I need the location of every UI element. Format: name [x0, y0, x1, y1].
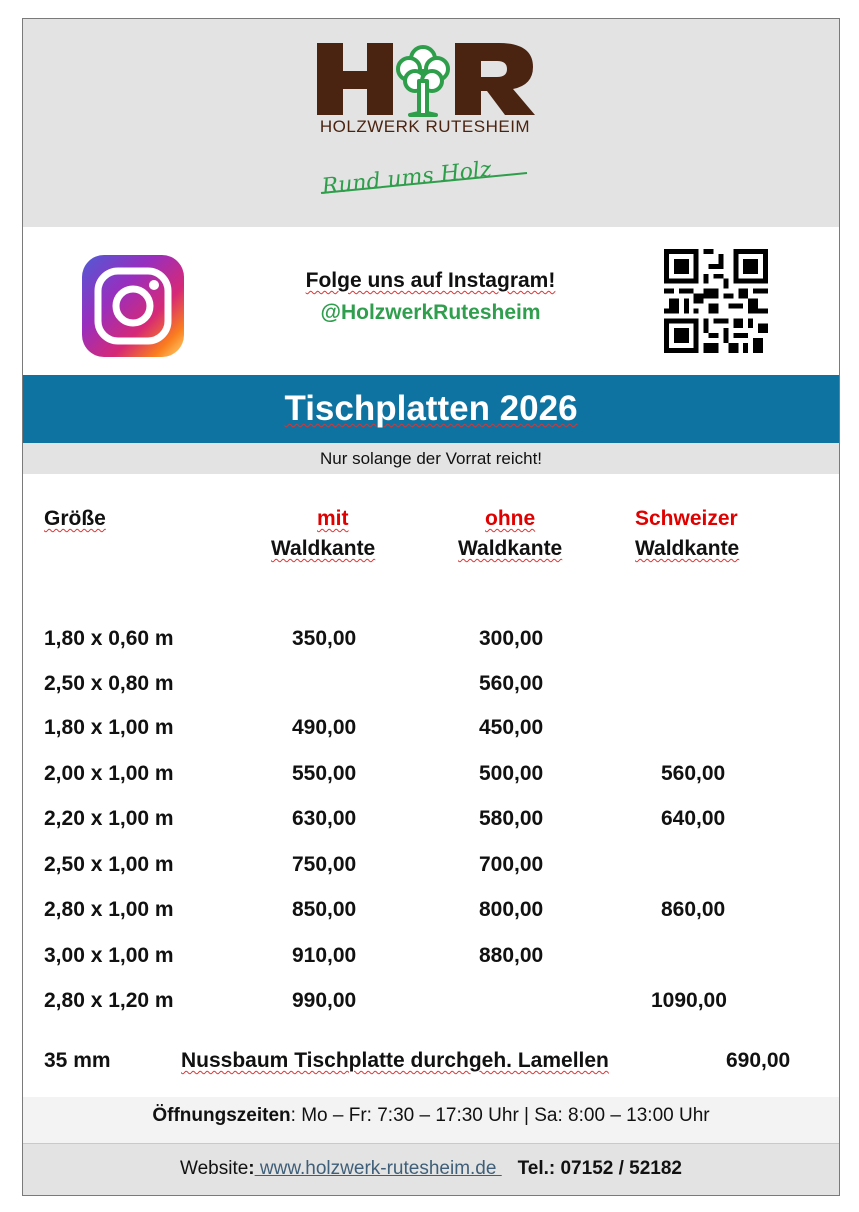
- cell-size: 2,00 x 1,00 m: [44, 762, 174, 785]
- special-thickness: 35 mm: [44, 1049, 111, 1072]
- opening-hours-band: [23, 1097, 839, 1143]
- website-colon: :: [248, 1158, 255, 1179]
- title-band: [23, 375, 839, 443]
- hr-tree-logo-icon: [315, 41, 535, 117]
- cell-mit: 350,00: [292, 627, 357, 650]
- cell-size: 2,50 x 1,00 m: [44, 853, 174, 876]
- table-row: [23, 944, 839, 974]
- cell-schweizer: 640,00: [661, 807, 726, 830]
- cell-size: 1,80 x 1,00 m: [44, 716, 174, 739]
- title-text: Tischplatten 2026: [284, 389, 578, 428]
- instagram-handle[interactable]: @HolzwerkRutesheim: [320, 301, 541, 324]
- table-row: [23, 762, 839, 792]
- header-size: Größe: [44, 507, 106, 530]
- header-mit-bottom: Waldkante: [271, 537, 376, 560]
- cell-size: 2,80 x 1,20 m: [44, 989, 174, 1012]
- cell-ohne: 300,00: [479, 627, 544, 650]
- header-ohne-bottom: Waldkante: [458, 537, 563, 560]
- subtitle-band: [23, 443, 839, 474]
- table-row: [23, 898, 839, 928]
- cell-ohne: 560,00: [479, 672, 544, 695]
- contact-line: [23, 1150, 839, 1188]
- cell-ohne: 700,00: [479, 853, 544, 876]
- header-schweizer-top: Schweizer: [635, 507, 738, 530]
- table-row: [23, 627, 839, 657]
- cell-ohne: 500,00: [479, 762, 544, 785]
- website-label: Website: [180, 1158, 249, 1179]
- cell-size: 2,80 x 1,00 m: [44, 898, 174, 921]
- instagram-icon[interactable]: [82, 255, 184, 357]
- price-list-page: [22, 18, 840, 1196]
- qr-code-icon[interactable]: [664, 249, 768, 353]
- opening-hours: [23, 1097, 839, 1135]
- header-schweizer-bottom: Waldkante: [635, 537, 740, 560]
- header-ohne-top: ohne: [485, 507, 536, 530]
- cell-size: 2,20 x 1,00 m: [44, 807, 174, 830]
- subtitle: Nur solange der Vorrat reicht!: [319, 449, 543, 468]
- company-logo: [315, 41, 535, 201]
- opening-hours-label: Öffnungszeiten: [152, 1105, 291, 1126]
- table-row: [23, 716, 839, 746]
- opening-hours-text: : Mo – Fr: 7:30 – 17:30 Uhr | Sa: 8:00 – 13:00 Uhr: [290, 1105, 710, 1126]
- table-row: [23, 853, 839, 883]
- website-link[interactable]: www.holzwerk-rutesheim.de: [254, 1158, 502, 1179]
- header-mit-top: mit: [317, 507, 349, 530]
- table-row: [23, 672, 839, 702]
- company-name: HOLZWERK RUTESHEIM: [319, 117, 531, 136]
- slogan: [315, 143, 535, 203]
- special-offer-row: [23, 1049, 839, 1079]
- cell-mit: 990,00: [292, 989, 357, 1012]
- cell-schweizer: 560,00: [661, 762, 726, 785]
- table-row: [23, 807, 839, 837]
- cell-mit: 550,00: [292, 762, 357, 785]
- cell-schweizer: 860,00: [661, 898, 726, 921]
- special-description: Nussbaum Tischplatte durchgeh. Lamellen: [181, 1049, 609, 1072]
- slogan-text: Rund ums Holz: [320, 157, 493, 200]
- cell-size: 3,00 x 1,00 m: [44, 944, 174, 967]
- cell-schweizer: 1090,00: [651, 989, 727, 1012]
- cell-ohne: 880,00: [479, 944, 544, 967]
- contact-band: [23, 1143, 839, 1196]
- instagram-follow-text: [233, 269, 628, 293]
- cell-mit: 850,00: [292, 898, 357, 921]
- special-price: 690,00: [726, 1049, 791, 1072]
- cell-ohne: 800,00: [479, 898, 544, 921]
- cell-ohne: 450,00: [479, 716, 544, 739]
- cell-size: 1,80 x 0,60 m: [44, 627, 174, 650]
- logo-band: [23, 19, 839, 227]
- cell-size: 2,50 x 0,80 m: [44, 672, 174, 695]
- table-row: [23, 989, 839, 1019]
- instagram-row: [23, 227, 839, 375]
- follow-label: Folge uns auf Instagram!: [305, 269, 556, 292]
- cell-mit: 910,00: [292, 944, 357, 967]
- cell-mit: 750,00: [292, 853, 357, 876]
- page-title: [23, 375, 839, 443]
- phone-number: Tel.: 07152 / 52182: [517, 1158, 682, 1179]
- cell-mit: 490,00: [292, 716, 357, 739]
- cell-mit: 630,00: [292, 807, 357, 830]
- cell-ohne: 580,00: [479, 807, 544, 830]
